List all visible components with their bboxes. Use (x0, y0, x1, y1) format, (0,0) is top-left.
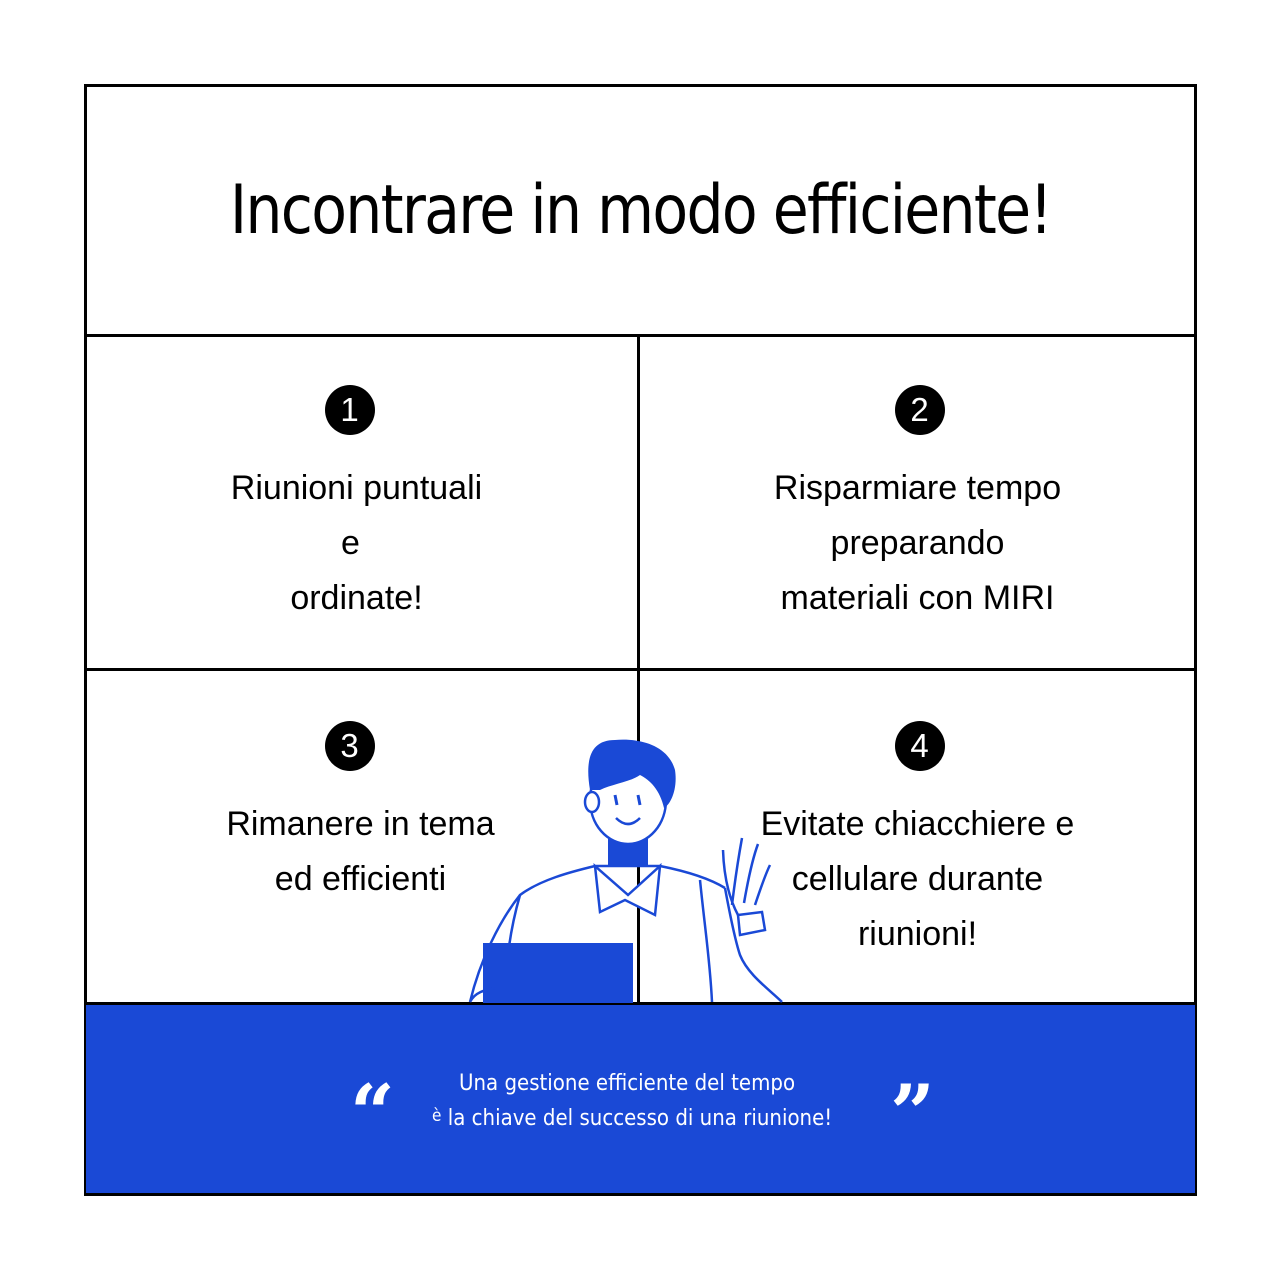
tip-line: Riunioni puntuali (230, 469, 483, 507)
tip-line: Evitate chiacchiere e (760, 805, 1075, 843)
number-badge: 2 (895, 385, 945, 435)
page-title: Incontrare in modo efficiente! (229, 170, 1052, 250)
tip-line: preparando (830, 524, 1005, 562)
tip-line: cellulare durante (791, 860, 1044, 898)
tip-line: materiali con MIRI (780, 579, 1055, 617)
number-badge: 4 (895, 721, 945, 771)
tip-line: Rimanere in tema (226, 805, 495, 843)
tip-line: ordinate! (290, 579, 423, 617)
quote-line-1: Una gestione efficiente del tempo (459, 1071, 796, 1096)
tip-line: ed efficienti (274, 860, 447, 898)
tip-line: riunioni! (857, 915, 978, 953)
quote-banner (86, 1005, 1195, 1193)
quote-line-2-prefix: è (432, 1106, 442, 1126)
quote-line-2-text: la chiave del successo di una riunione! (447, 1106, 833, 1131)
tip-line: Risparmiare tempo (773, 469, 1062, 507)
quote-line-2 (432, 1106, 832, 1131)
open-quote-icon: “ (350, 1068, 395, 1159)
number-badge: 3 (325, 721, 375, 771)
number-badge: 1 (325, 385, 375, 435)
close-quote-icon: ” (890, 1068, 935, 1159)
tip-line: e (341, 524, 360, 562)
